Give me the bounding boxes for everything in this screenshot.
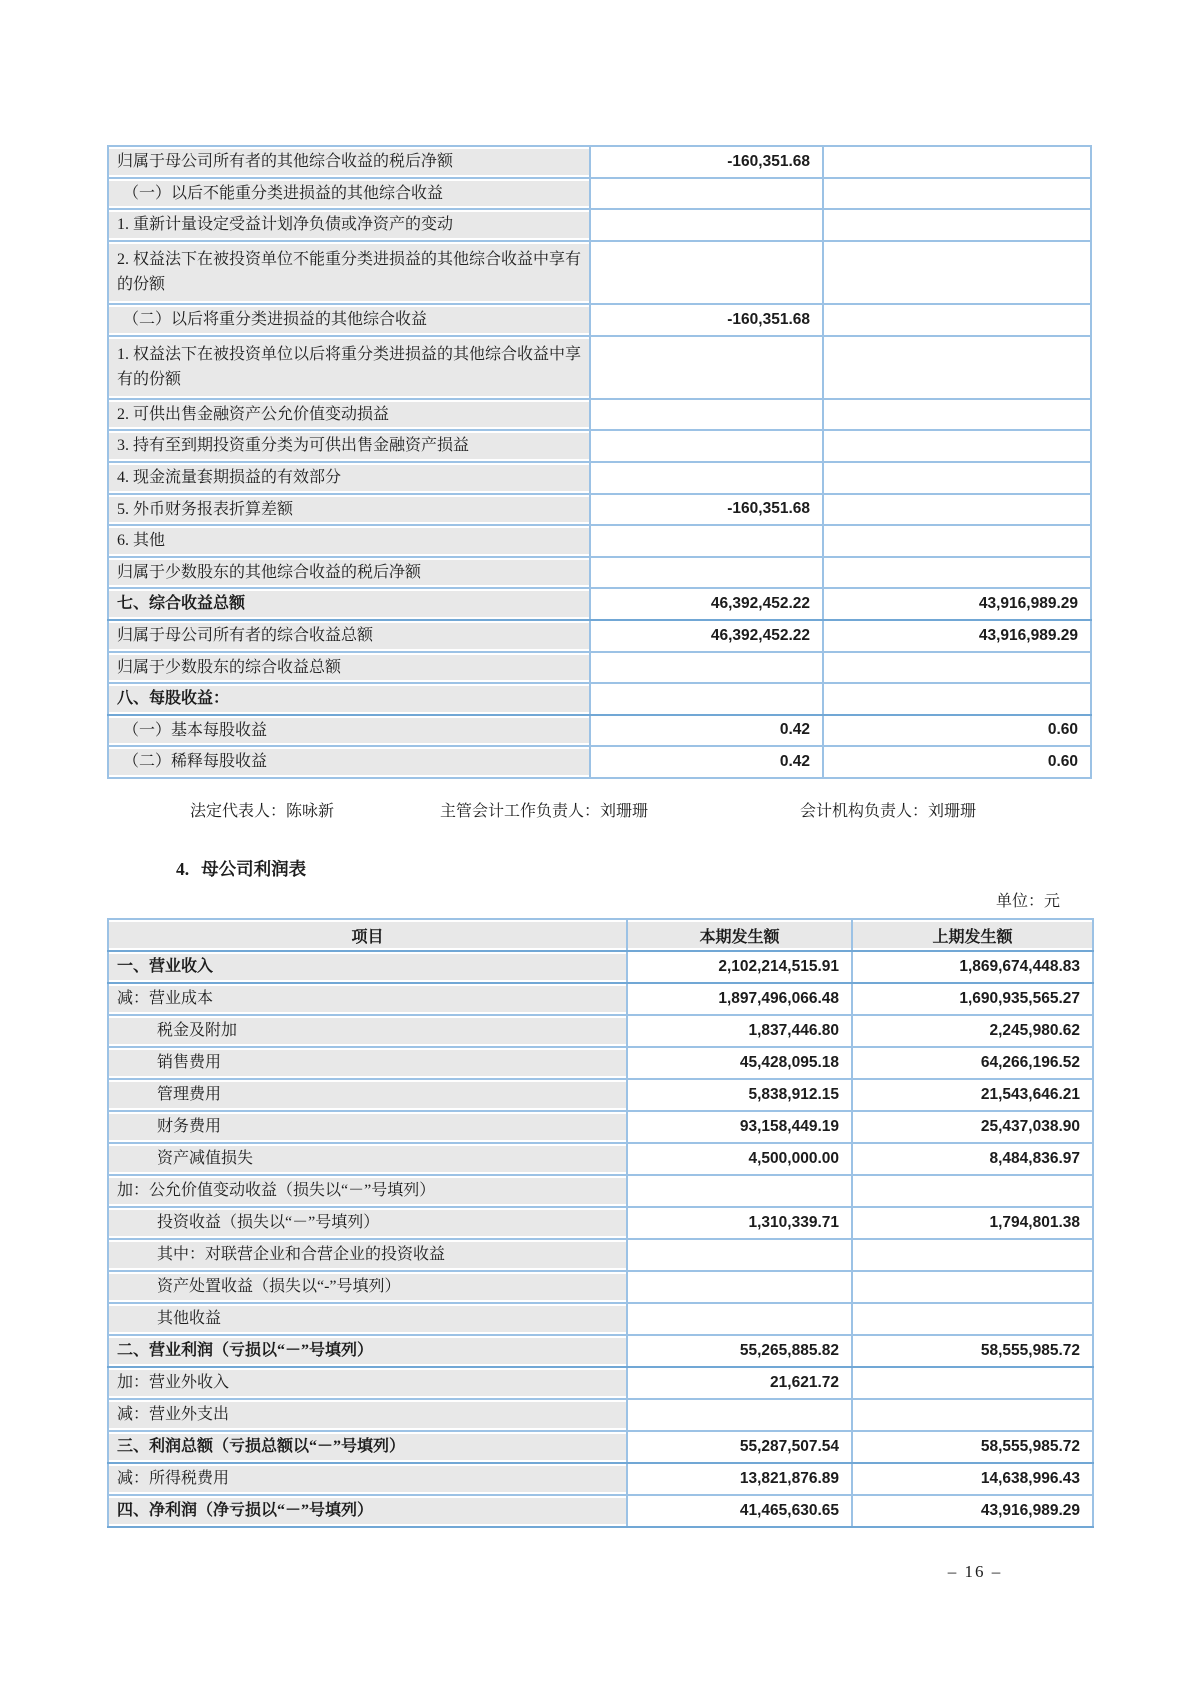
prior-period-value: 43,916,989.29 (823, 588, 1091, 620)
prior-period-value: 1,794,801.38 (852, 1207, 1093, 1239)
row-label: 税金及附加 (108, 1015, 627, 1047)
current-period-value (627, 1239, 852, 1271)
signature-line (0, 798, 1200, 820)
row-label: 归属于少数股东的其他综合收益的税后净额 (108, 557, 590, 589)
header-row (108, 919, 1093, 951)
prior-period-value (823, 430, 1091, 462)
current-period-value: 93,158,449.19 (627, 1111, 852, 1143)
row-label: 四、净利润（净亏损以“－”号填列） (108, 1495, 627, 1527)
current-period-value: 46,392,452.22 (590, 620, 823, 652)
table-row (108, 1175, 1093, 1207)
row-label: 财务费用 (108, 1111, 627, 1143)
table-row (108, 1047, 1093, 1079)
row-label: （一）基本每股收益 (108, 715, 590, 747)
current-period-value (590, 557, 823, 589)
row-label: 减：营业外支出 (108, 1399, 627, 1431)
table-row (108, 715, 1091, 747)
current-period-value (590, 178, 823, 210)
table-row (108, 494, 1091, 526)
table-row (108, 1399, 1093, 1431)
table-row (108, 209, 1091, 241)
row-label: 6. 其他 (108, 525, 590, 557)
table-row (108, 1239, 1093, 1271)
prior-period-value: 58,555,985.72 (852, 1335, 1093, 1367)
row-label: 2. 可供出售金融资产公允价值变动损益 (108, 399, 590, 431)
row-label: （二）以后将重分类进损益的其他综合收益 (108, 304, 590, 336)
prior-period-value (852, 1175, 1093, 1207)
row-label: 二、营业利润（亏损以“－”号填列） (108, 1335, 627, 1367)
current-period-value (627, 1303, 852, 1335)
current-period-value (627, 1399, 852, 1431)
table-row (108, 241, 1091, 304)
section-title: 母公司利润表 (201, 859, 307, 879)
prior-period-value (852, 1239, 1093, 1271)
current-period-value: 2,102,214,515.91 (627, 951, 852, 983)
current-period-value (590, 462, 823, 494)
comprehensive-income-table-body (108, 146, 1091, 778)
table-row (108, 1335, 1093, 1367)
row-label: 资产处置收益（损失以“-”号填列） (108, 1271, 627, 1303)
row-label: 加：公允价值变动收益（损失以“－”号填列） (108, 1175, 627, 1207)
prior-period-value (823, 336, 1091, 399)
current-period-value (627, 1271, 852, 1303)
chief-accountant: 主管会计工作负责人：刘珊珊 (440, 803, 649, 820)
prior-period-value: 0.60 (823, 715, 1091, 747)
table-row (108, 1431, 1093, 1463)
unit-label: 单位：元 (995, 893, 1060, 910)
prior-period-value: 21,543,646.21 (852, 1079, 1093, 1111)
current-period-value (590, 652, 823, 684)
table-row (108, 1015, 1093, 1047)
prior-period-value (823, 146, 1091, 178)
parent-company-income-table (107, 918, 1094, 1528)
prior-period-value (823, 241, 1091, 304)
prior-period-value: 64,266,196.52 (852, 1047, 1093, 1079)
row-label: （一）以后不能重分类进损益的其他综合收益 (108, 178, 590, 210)
table-row (108, 146, 1091, 178)
table-row (108, 336, 1091, 399)
prior-period-value (852, 1399, 1093, 1431)
table-row (108, 1463, 1093, 1495)
current-period-value: 55,265,885.82 (627, 1335, 852, 1367)
accounting-head: 会计机构负责人：刘珊珊 (800, 803, 977, 820)
current-period-value: 21,621.72 (627, 1367, 852, 1399)
prior-period-value: 58,555,985.72 (852, 1431, 1093, 1463)
table-row (108, 304, 1091, 336)
table-row (108, 557, 1091, 589)
table-row (108, 620, 1091, 652)
row-label: 投资收益（损失以“－”号填列） (108, 1207, 627, 1239)
table-row (108, 178, 1091, 210)
row-label: 销售费用 (108, 1047, 627, 1079)
current-period-value (627, 1175, 852, 1207)
header-current-period: 本期发生额 (627, 919, 852, 951)
prior-period-value (823, 557, 1091, 589)
current-period-value: 1,310,339.71 (627, 1207, 852, 1239)
row-label: 1. 重新计量设定受益计划净负债或净资产的变动 (108, 209, 590, 241)
prior-period-value (823, 304, 1091, 336)
table-row (108, 1271, 1093, 1303)
prior-period-value: 8,484,836.97 (852, 1143, 1093, 1175)
prior-period-value: 0.60 (823, 746, 1091, 778)
table-row (108, 399, 1091, 431)
row-label: 归属于母公司所有者的其他综合收益的税后净额 (108, 146, 590, 178)
row-label: 2. 权益法下在被投资单位不能重分类进损益的其他综合收益中享有的份额 (108, 241, 590, 304)
header-prior-period: 上期发生额 (852, 919, 1093, 951)
prior-period-value (823, 683, 1091, 715)
page-number: – 16 – (947, 1562, 1003, 1581)
table-row (108, 1143, 1093, 1175)
row-label: 减：所得税费用 (108, 1463, 627, 1495)
table-row (108, 1303, 1093, 1335)
current-period-value: 45,428,095.18 (627, 1047, 852, 1079)
row-label: 三、利润总额（亏损总额以“－”号填列） (108, 1431, 627, 1463)
prior-period-value: 25,437,038.90 (852, 1111, 1093, 1143)
current-period-value: 13,821,876.89 (627, 1463, 852, 1495)
current-period-value (590, 525, 823, 557)
current-period-value (590, 399, 823, 431)
parent-income-table-header (108, 919, 1093, 951)
prior-period-value (823, 462, 1091, 494)
row-label: 归属于少数股东的综合收益总额 (108, 652, 590, 684)
prior-period-value (852, 1303, 1093, 1335)
section-heading (176, 856, 306, 881)
prior-period-value: 14,638,996.43 (852, 1463, 1093, 1495)
row-label: 减：营业成本 (108, 983, 627, 1015)
table-row (108, 525, 1091, 557)
row-label: 一、营业收入 (108, 951, 627, 983)
row-label: 七、综合收益总额 (108, 588, 590, 620)
prior-period-value (823, 178, 1091, 210)
row-label: （二）稀释每股收益 (108, 746, 590, 778)
legal-representative: 法定代表人：陈咏新 (190, 803, 335, 820)
prior-period-value: 1,690,935,565.27 (852, 983, 1093, 1015)
current-period-value: 0.42 (590, 746, 823, 778)
current-period-value: 5,838,912.15 (627, 1079, 852, 1111)
prior-period-value (823, 494, 1091, 526)
current-period-value: 55,287,507.54 (627, 1431, 852, 1463)
table-row (108, 1367, 1093, 1399)
current-period-value (590, 241, 823, 304)
prior-period-value: 1,869,674,448.83 (852, 951, 1093, 983)
current-period-value: 46,392,452.22 (590, 588, 823, 620)
current-period-value (590, 430, 823, 462)
table-row (108, 462, 1091, 494)
prior-period-value (823, 525, 1091, 557)
prior-period-value (852, 1367, 1093, 1399)
table-row (108, 652, 1091, 684)
prior-period-value: 2,245,980.62 (852, 1015, 1093, 1047)
prior-period-value: 43,916,989.29 (852, 1495, 1093, 1527)
table-row (108, 1495, 1093, 1527)
row-label: 1. 权益法下在被投资单位以后将重分类进损益的其他综合收益中享有的份额 (108, 336, 590, 399)
parent-income-table-body (108, 951, 1093, 1527)
prior-period-value (852, 1271, 1093, 1303)
row-label: 其中：对联营企业和合营企业的投资收益 (108, 1239, 627, 1271)
current-period-value: 1,837,446.80 (627, 1015, 852, 1047)
current-period-value: -160,351.68 (590, 146, 823, 178)
table-row (108, 1207, 1093, 1239)
current-period-value: -160,351.68 (590, 304, 823, 336)
prior-period-value: 43,916,989.29 (823, 620, 1091, 652)
row-label: 管理费用 (108, 1079, 627, 1111)
table-row (108, 983, 1093, 1015)
current-period-value: 4,500,000.00 (627, 1143, 852, 1175)
current-period-value: -160,351.68 (590, 494, 823, 526)
row-label: 其他收益 (108, 1303, 627, 1335)
current-period-value (590, 336, 823, 399)
table-row (108, 1079, 1093, 1111)
prior-period-value (823, 652, 1091, 684)
table-row (108, 1111, 1093, 1143)
row-label: 归属于母公司所有者的综合收益总额 (108, 620, 590, 652)
row-label: 5. 外币财务报表折算差额 (108, 494, 590, 526)
table-row (108, 430, 1091, 462)
current-period-value (590, 209, 823, 241)
row-label: 资产减值损失 (108, 1143, 627, 1175)
table-row (108, 951, 1093, 983)
comprehensive-income-table (107, 145, 1092, 779)
row-label: 3. 持有至到期投资重分类为可供出售金融资产损益 (108, 430, 590, 462)
row-label: 4. 现金流量套期损益的有效部分 (108, 462, 590, 494)
row-label: 加：营业外收入 (108, 1367, 627, 1399)
current-period-value: 41,465,630.65 (627, 1495, 852, 1527)
row-label: 八、每股收益： (108, 683, 590, 715)
prior-period-value (823, 399, 1091, 431)
current-period-value: 1,897,496,066.48 (627, 983, 852, 1015)
current-period-value: 0.42 (590, 715, 823, 747)
prior-period-value (823, 209, 1091, 241)
current-period-value (590, 683, 823, 715)
section-number: 4. (176, 859, 190, 879)
table-row (108, 683, 1091, 715)
table-row (108, 746, 1091, 778)
table-row (108, 588, 1091, 620)
header-item: 项目 (108, 919, 627, 951)
